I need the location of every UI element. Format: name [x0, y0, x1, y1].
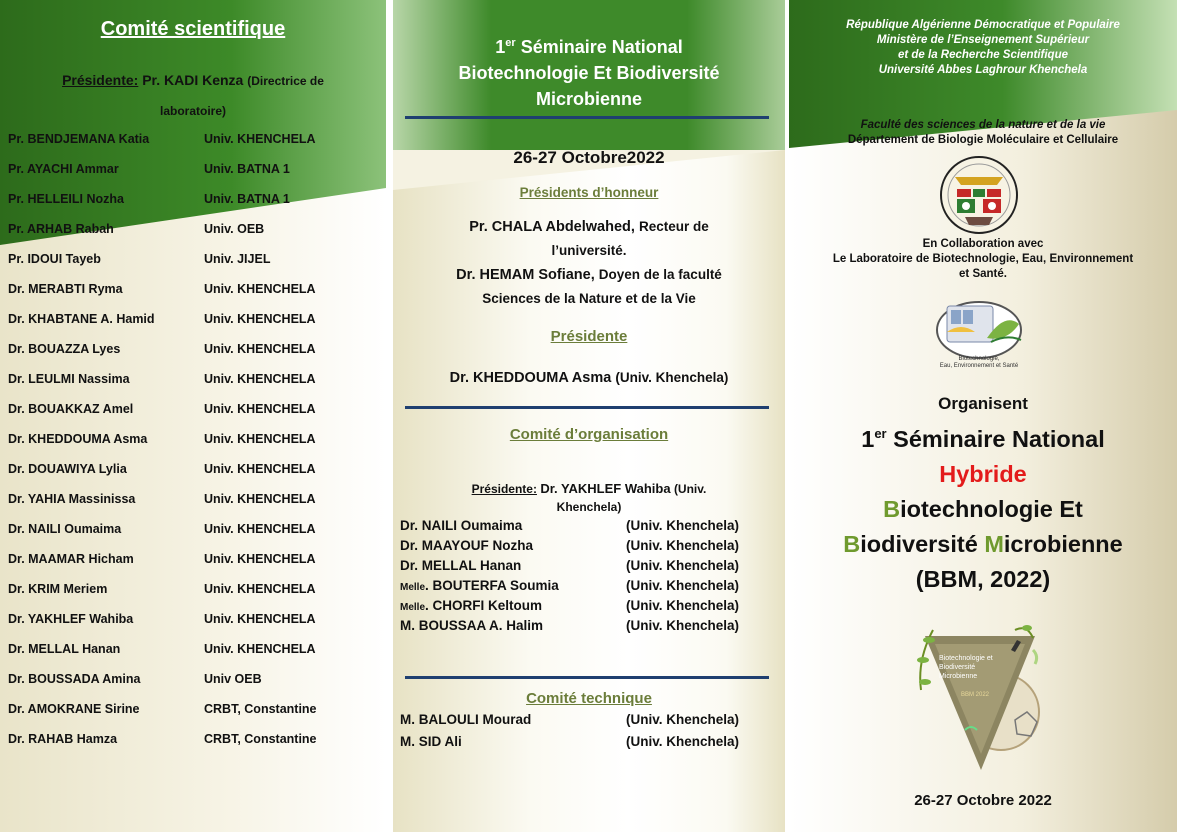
- panel-organisation: [393, 0, 785, 832]
- member-name: Dr. YAKHLEF Wahiba: [8, 612, 134, 626]
- org-member-row: [400, 558, 780, 578]
- cover-date: 26-27 Octobre 2022: [914, 792, 1052, 809]
- member-univ: Univ. JIJEL: [204, 252, 271, 266]
- tech-member-univ: (Univ. Khenchela): [626, 734, 740, 749]
- org-member-row: [400, 618, 780, 638]
- org-member-univ: (Univ. Khenchela): [626, 598, 740, 613]
- tech-member-row: [400, 734, 780, 754]
- presidente: [407, 370, 771, 386]
- scientific-president: [0, 66, 386, 126]
- title-line-2: Biotechnologie Et Biodiversité: [458, 63, 720, 83]
- member-univ: Univ. BATNA 1: [204, 162, 290, 176]
- org-member-fullname: . BOUTERFA Soumia: [425, 578, 559, 593]
- org-member-prefix: Melle: [400, 602, 426, 613]
- emblem-line-3: Microbienne: [939, 673, 978, 680]
- member-univ: Univ. KHENCHELA: [204, 642, 316, 656]
- org-member-fullname: M. BOUSSAA A. Halim: [400, 618, 544, 633]
- panel-cover: [789, 0, 1177, 832]
- org-member-fullname: Dr. MAAYOUF Nozha: [400, 538, 534, 553]
- acronym-text: (BBM, 2022): [915, 565, 1051, 592]
- divider-rule: [405, 116, 769, 119]
- member-row: [8, 338, 383, 368]
- org-member-univ: (Univ. Khenchela): [626, 538, 740, 553]
- title-number: 1: [495, 37, 506, 57]
- org-pres-name: Dr. YAKHLEF Wahiba: [540, 481, 671, 496]
- honorary-2-role-b: Sciences de la Nature et de la Vie: [482, 291, 696, 306]
- org-pres-univ-b: Khenchela): [556, 500, 622, 514]
- biodiv-line: [789, 527, 1177, 562]
- org-member-prefix: Melle: [400, 582, 426, 593]
- member-name: Dr. AMOKRANE Sirine: [8, 702, 140, 716]
- org-member-fullname: . CHORFI Keltoum: [425, 598, 543, 613]
- member-row: [8, 308, 383, 338]
- member-name: Dr. BOUSSADA Amina: [8, 672, 141, 686]
- org-member-fullname: Dr. MELLAL Hanan: [400, 558, 522, 573]
- member-univ: Univ. KHENCHELA: [204, 312, 316, 326]
- member-univ: Univ OEB: [204, 672, 262, 686]
- title-line-3: Microbienne: [535, 89, 642, 109]
- organising-committee-title: Comité d’organisation: [509, 426, 669, 443]
- presidente-title: Présidente: [550, 328, 628, 345]
- member-row: [8, 608, 383, 638]
- honorary-presidents-title: Présidents d’honneur: [519, 185, 659, 200]
- org-member-name: [400, 538, 533, 553]
- member-univ: Univ. KHENCHELA: [204, 402, 316, 416]
- member-name: Pr. IDOUI Tayeb: [8, 252, 101, 266]
- biodiv-rest: icrobienne: [1003, 530, 1123, 557]
- collab-line-2: Le Laboratoire de Biotechnologie, Eau, Environnement: [832, 253, 1134, 265]
- org-member-fullname: Dr. NAILI Oumaima: [400, 518, 523, 533]
- biotech-line: [789, 492, 1177, 527]
- member-name: Dr. NAILI Oumaima: [8, 522, 122, 536]
- org-member-univ: (Univ. Khenchela): [626, 618, 740, 633]
- title-sup: er: [505, 37, 516, 49]
- presidente-name: Dr. KHEDDOUMA Asma: [449, 370, 612, 386]
- organisent-text: Organisent: [938, 394, 1028, 413]
- emblem-line-2: Biodiversité: [939, 664, 976, 671]
- hybride-text: Hybride: [939, 460, 1027, 487]
- tech-member-name: M. BALOULI Mourad: [400, 712, 532, 727]
- research-line: et de la Recherche Scientifique: [897, 49, 1068, 61]
- org-member-name: [400, 518, 522, 533]
- emblem-year: BBM 2022: [961, 692, 990, 698]
- tech-member-row: [400, 712, 780, 732]
- presidente-univ: (Univ. Khenchela): [615, 370, 729, 385]
- member-row: [8, 518, 383, 548]
- member-row: [8, 488, 383, 518]
- org-member-name: [400, 578, 559, 593]
- scientific-members-list: [8, 128, 383, 758]
- panel-scientific-committee: [0, 0, 386, 832]
- department-line: Département de Biologie Moléculaire et Cellulaire: [847, 134, 1119, 146]
- member-row: [8, 398, 383, 428]
- member-row: [8, 188, 383, 218]
- bbm-emblem-icon: [915, 620, 1053, 780]
- member-name: Dr. YAHIA Massinissa: [8, 492, 136, 506]
- member-univ: Univ. KHENCHELA: [204, 552, 316, 566]
- member-name: Dr. RAHAB Hamza: [8, 732, 118, 746]
- seminar-date: 26-27 Octobre2022: [513, 148, 665, 167]
- divider-rule: [405, 406, 769, 409]
- member-univ: CRBT, Constantine: [204, 702, 317, 716]
- member-name: Pr. BENDJEMANA Katia: [8, 132, 150, 146]
- honorary-2-role-a: Doyen de la faculté: [598, 267, 722, 282]
- member-name: Dr. KHABTANE A. Hamid: [8, 312, 155, 326]
- president-role-b: laboratoire): [159, 104, 226, 118]
- sem-title: Séminaire National: [893, 425, 1105, 452]
- institution-header: [789, 18, 1177, 78]
- president-label: Présidente:: [62, 72, 139, 88]
- member-name: Dr. MAAMAR Hicham: [8, 552, 134, 566]
- collab-line-1: En Collaboration avec: [922, 238, 1044, 250]
- member-name: Dr. BOUAZZA Lyes: [8, 342, 121, 356]
- member-name: Pr. HELLEILI Nozha: [8, 192, 124, 206]
- member-row: [8, 278, 383, 308]
- honorary-presidents: [407, 215, 771, 311]
- member-univ: Univ. KHENCHELA: [204, 282, 316, 296]
- seminar-announcement: [789, 392, 1177, 597]
- member-univ: Univ. KHENCHELA: [204, 522, 316, 536]
- lab-logo-text-a: Biotechnologie,: [958, 356, 1000, 362]
- member-univ: Univ. KHENCHELA: [204, 462, 316, 476]
- laboratory-logo-icon: [927, 298, 1031, 370]
- org-member-name: [400, 558, 521, 573]
- org-pres-label: Présidente:: [471, 482, 537, 496]
- honorary-1-role-b: l’université.: [551, 243, 627, 258]
- honorary-1-role-a: Recteur de: [638, 219, 709, 234]
- letter-b: B: [883, 495, 901, 522]
- divider-rule: [405, 676, 769, 679]
- member-univ: Univ. KHENCHELA: [204, 492, 316, 506]
- member-row: [8, 368, 383, 398]
- member-name: Dr. MERABTI Ryma: [8, 282, 123, 296]
- member-name: Pr. ARHAB Rabah: [8, 222, 114, 236]
- emblem-line-1: Biotechnologie et: [939, 655, 993, 662]
- fold-gap: [386, 0, 392, 832]
- member-row: [8, 548, 383, 578]
- member-row: [8, 578, 383, 608]
- seminar-heading: [789, 416, 1177, 457]
- org-member-row: [400, 578, 780, 598]
- member-row: [8, 128, 383, 158]
- member-name: Dr. BOUAKKAZ Amel: [8, 402, 134, 416]
- member-name: Dr. MELLAL Hanan: [8, 642, 121, 656]
- letter-m: M: [984, 530, 1004, 557]
- org-member-univ: (Univ. Khenchela): [626, 518, 740, 533]
- sem-number: 1: [861, 425, 875, 452]
- member-row: [8, 218, 383, 248]
- org-member-univ: (Univ. Khenchela): [626, 578, 740, 593]
- org-member-row: [400, 538, 780, 558]
- lab-logo-text-b: Eau, Environnement et Santé: [939, 363, 1019, 369]
- president-name: Pr. KADI Kenza: [142, 72, 244, 88]
- member-univ: Univ. KHENCHELA: [204, 582, 316, 596]
- collab-line-3: et Santé.: [959, 268, 1007, 280]
- member-name: Pr. AYACHI Ammar: [8, 162, 119, 176]
- member-name: Dr. DOUAWIYA Lylia: [8, 462, 127, 476]
- seminar-title: [393, 30, 785, 112]
- honorary-1-name: Pr. CHALA Abdelwahed,: [469, 219, 635, 235]
- tech-member-univ: (Univ. Khenchela): [626, 712, 740, 727]
- org-member-row: [400, 518, 780, 538]
- title-line-1: Séminaire National: [520, 37, 683, 57]
- faculty-line: Faculté des sciences de la nature et de la vie: [860, 119, 1106, 131]
- university-line: Université Abbes Laghrour Khenchela: [878, 64, 1088, 76]
- biotech-rest: iotechnologie Et: [900, 495, 1083, 522]
- member-row: [8, 458, 383, 488]
- technical-committee-title: Comité technique: [526, 690, 652, 707]
- member-row: [8, 698, 383, 728]
- ministry-line: Ministère de l’Enseignement Supérieur: [876, 34, 1090, 46]
- tech-member-name: M. SID Ali: [400, 734, 462, 749]
- member-univ: Univ. KHENCHELA: [204, 342, 316, 356]
- sem-sup: er: [874, 426, 887, 441]
- org-member-row: [400, 598, 780, 618]
- university-logo-icon: [935, 155, 1023, 235]
- org-member-name: [400, 618, 543, 633]
- member-row: [8, 428, 383, 458]
- biodiv-mid: iodiversité: [860, 530, 985, 557]
- member-row: [8, 248, 383, 278]
- member-row: [8, 158, 383, 188]
- member-name: Dr. KRIM Meriem: [8, 582, 108, 596]
- org-pres-univ-a: (Univ.: [673, 482, 707, 496]
- republic-line: République Algérienne Démocratique et Populaire: [846, 19, 1120, 31]
- member-name: Dr. LEULMI Nassima: [8, 372, 130, 386]
- org-member-name: [400, 598, 542, 613]
- member-row: [8, 728, 383, 758]
- org-member-univ: (Univ. Khenchela): [626, 558, 740, 573]
- member-univ: Univ. BATNA 1: [204, 192, 290, 206]
- member-univ: Univ. KHENCHELA: [204, 612, 316, 626]
- faculty-block: [789, 118, 1177, 148]
- organising-president: [419, 480, 759, 516]
- member-row: [8, 668, 383, 698]
- member-univ: CRBT, Constantine: [204, 732, 317, 746]
- member-univ: Univ. KHENCHELA: [204, 132, 316, 146]
- member-univ: Univ. KHENCHELA: [204, 432, 316, 446]
- member-univ: Univ. OEB: [204, 222, 265, 236]
- member-row: [8, 638, 383, 668]
- honorary-2-name: Dr. HEMAM Sofiane,: [456, 267, 595, 283]
- scientific-committee-title: Comité scientifique: [100, 18, 286, 40]
- collaboration-block: [789, 237, 1177, 282]
- member-univ: Univ. KHENCHELA: [204, 372, 316, 386]
- member-name: Dr. KHEDDOUMA Asma: [8, 432, 148, 446]
- letter-b2: B: [843, 530, 861, 557]
- president-role-a: (Directrice de: [247, 74, 324, 88]
